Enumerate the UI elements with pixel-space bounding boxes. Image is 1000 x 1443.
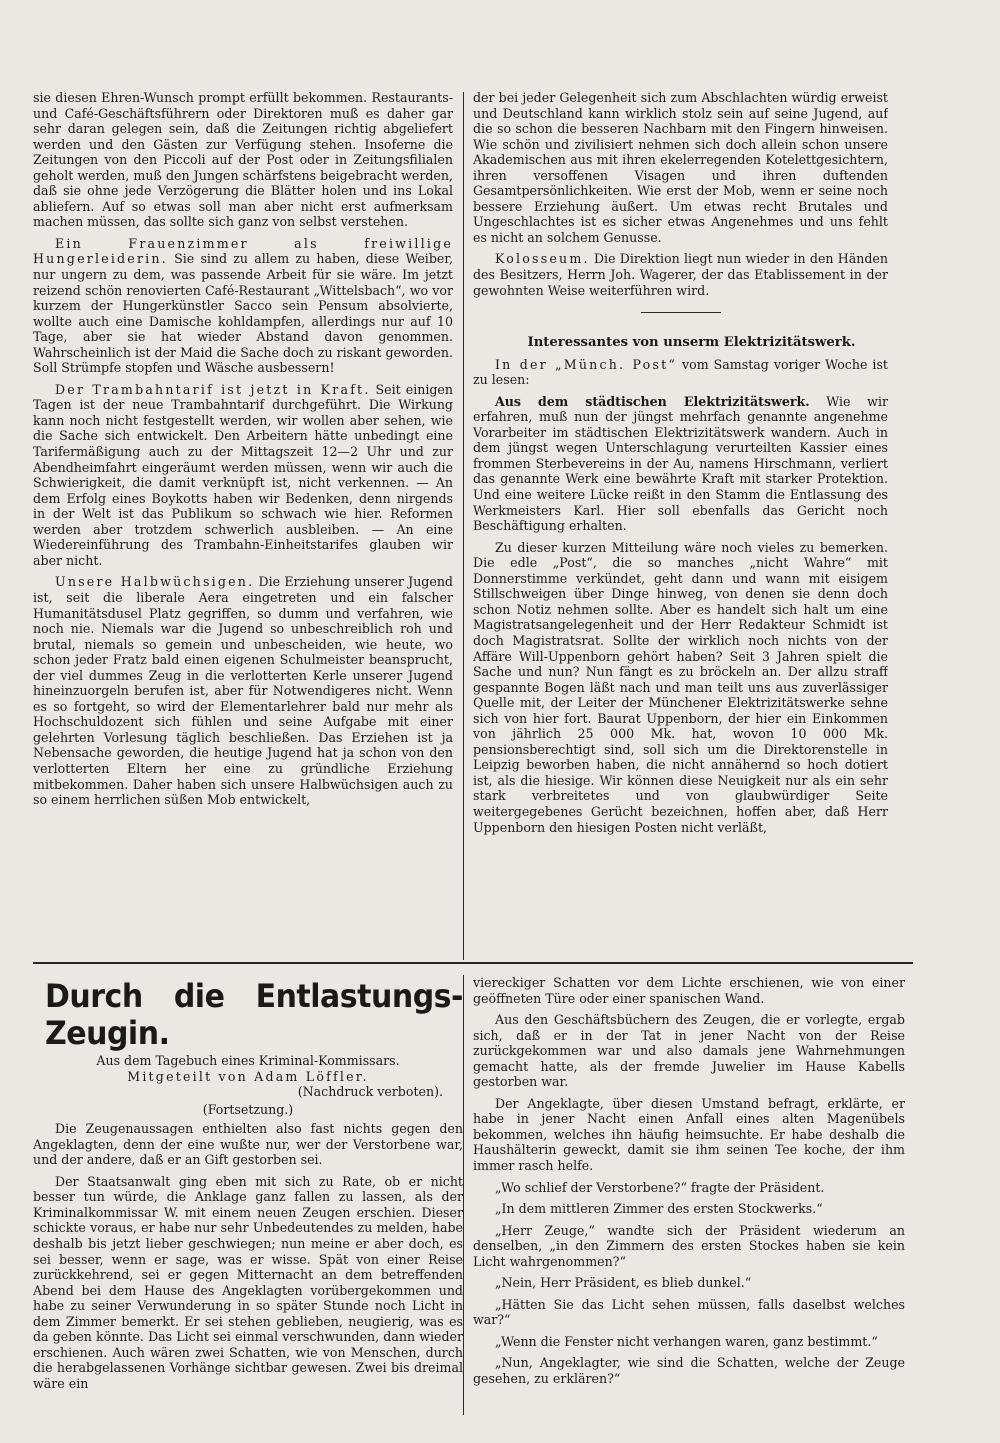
article-body: Wie wir erfahren, muß nun der jüngst mehrfach genannte angenehme Vorarbeiter im städtischen Elektrizitätswerk wandern. Auch in dem jüngst wegen Unterschlagung verurteilten Kassier eines frommen Sterbevereins in der Au, namens Hirschmann, verliert das genannte Werk eine bewährte Kraft mit starker Protektion. Und eine weitere Lücke reißt in den Stamm die Entlassung des Werkmeisters Karl. Hier soll ebenfalls das Gericht noch Beschäftigung erhalten. [473, 393, 888, 534]
story-byline: Mitgeteilt von Adam Löffler. [127, 1068, 369, 1084]
story-dialogue: „Wo schlief der Verstorbene?“ fragte der Präsident. [495, 1179, 825, 1195]
story-reprint-note: (Nachdruck verboten). [297, 1084, 443, 1100]
column-bottom-right [473, 975, 905, 1415]
article-body: vom Samstag voriger Woche ist zu lesen: [473, 356, 888, 388]
story-dialogue: „Nein, Herr Präsident, es blieb dunkel.“ [495, 1275, 752, 1291]
story-paragraph: Der Staatsanwalt ging eben mit sich zu Rate, ob er nicht besser tun würde, die Anklage ganz fallen zu lassen, als der Kriminalkommissar W. mit einem neuen Zeugen erschien. Dieser schickte voraus, er habe nur sehr Unbedeutendes zu melden, habe deshalb bis jetzt lieber geschwiegen; nun meine er aber doch, es sei besser, wenn er sage, was er wisse. Spät von einer Reise zurückkehrend, sei er gegen Mitternacht an dem betreffenden Abend bei dem Hause des Angeklagten vorübergekommen und habe zu seiner Verwunderung in so später Stunde noch Licht in dem Zimmer bemerkt. Er sei stehen geblieben, neugierig, was es da geben könnte. Das Licht sei einmal verschwunden, dann wieder erschienen. Auch wären zwei Schatten, wie von Menschen, durch die herabgelassenen Vorhänge sichtbar gewesen. Zwei bis dreimal wäre ein [33, 1173, 463, 1391]
story-dialogue: „Hätten Sie das Licht sehen müssen, falls daselbst welches war?“ [473, 1296, 905, 1328]
article-lead: Unsere Halbwüchsigen. [55, 574, 255, 590]
article-body: Die Direktion liegt nun wieder in den Händen des Besitzers, Herrn Joh. Wagerer, der das Etablissement in der gewohnten Weise weiterführen wird. [473, 251, 888, 298]
story-dialogue: „Nun, Angeklagter, wie sind die Schatten, welche der Zeuge gesehen, zu erklären?“ [473, 1355, 905, 1387]
article-halbwuechsige [33, 574, 453, 807]
column-bottom-left [33, 975, 463, 1415]
column-top-right [473, 90, 888, 956]
article-kolosseum [473, 251, 888, 298]
article-lead: Aus dem städtischen Elektrizitätswerk. [495, 393, 810, 409]
story-dialogue: „Herr Zeuge,“ wandte sich der Präsident wiederum an denselben, „in den Zimmern des ersten Stockes haben sie kein Licht wahrgenommen?“ [473, 1222, 905, 1269]
story-dialogue: „Wenn die Fenster nicht verhangen waren, ganz bestimmt.“ [495, 1333, 878, 1349]
section-title-elektrizitaetswerk: Interessantes von unserm Elektrizitätswerk. [527, 335, 856, 351]
feuilleton-rule [33, 962, 913, 964]
story-paragraph: Die Zeugenaussagen enthielten also fast nichts gegen den Angeklagten, denn der eine wußte nur, wer der Verstorbene war, und der andere, daß er an Gift gestorben sei. [33, 1121, 463, 1168]
article-continued-jugend: der bei jeder Gelegenheit sich zum Abschlachten würdig erweist und Deutschland kann wirklich stolz sein auf seine Jugend, auf die so schon die besseren Nachbarn mit den Fingern hinweisen. Wie schön und zivilisiert nehmen sich doch allein schon unsere Akademischen aus mit ihren ekelerregenden Kotelettgesichtern, ihren versoffenen Visagen und ihren duftenden Gesamtpersönlichkeiten. Wie erst der Mob, wenn er seine noch bessere Erziehung äußert. Um etwas recht Brutales und Ungeschlachtes ist es sicher etwas Angenehmes und uns fehlt es nicht an solchem Genusse. [473, 90, 888, 245]
article-body: Seit einigen Tagen ist der neue Trambahntarif durchgeführt. Die Wirkung kann noch nicht festgestellt werden, wir wollen aber sehen, wie die Sache sich entwickelt. Den Arbeitern hätte unbedingt eine Tarifermäßigung auch zu der Mittagszeit 12—2 Uhr und zur Abendheimfahrt eingeräumt werden müssen, wenn wir auch die Schwierigkeit, die damit verknüpft ist, nicht verkennen. — An dem Erfolg eines Boykotts haben wir Bedenken, denn nirgends in der Welt ist das Publikum so schwach wie hier. Reformen werden aber trotzdem schwerlich ausbleiben. — An eine Wiedereinführung des Trambahn-Einheitstarifes glauben wir aber nicht. [33, 381, 453, 568]
story-subtitle: Aus dem Tagebuch eines Kriminal-Kommissars. [96, 1053, 400, 1068]
story-paragraph: viereckiger Schatten vor dem Lichte erschienen, wie von einer geöffneten Türe oder einer spanischen Wand. [473, 975, 905, 1006]
column-divider-top [463, 92, 464, 960]
section-separator [641, 312, 721, 313]
column-top-left [33, 90, 453, 956]
article-lead: In der „Münch. Post“ [495, 356, 677, 372]
story-title: Durch die Entlastungs-Zeugin. [45, 977, 463, 1053]
article-trambahntarif [33, 382, 453, 569]
article-continued-restaurants: sie diesen Ehren-Wunsch prompt erfüllt bekommen. Restaurants- und Café-Geschäftsführern oder Direktoren muß es daher gar sehr daran gelegen sein, daß die Zeitungen richtig abgeliefert werden und den Gästen zur Verfügung stehen. Insoferne die Zeitungen von den Piccoli auf der Post oder in Zeitungsfilialen geholt werden, muß den Jungen schärfstens beigebracht werden, daß sie ohne jede Verzögerung die Blätter holen und ins Lokal abliefern. Auf so etwas soll man aber nicht erst aufmerksam machen müssen, das sollte sich ganz von selbst verstehen. [33, 90, 453, 230]
article-hungerleiderin [33, 236, 453, 376]
column-divider-bottom [463, 975, 464, 1415]
article-body: Die Erziehung unserer Jugend ist, seit die liberale Aera eingetreten und ein falscher Humanitätsdusel Platz gegriffen, so dumm und verfahren, wie noch nie. Niemals war die Jugend so unbeschreiblich roh und brutal, niemals so gemein und unbescheiden, wie heute, wo schon jeder Fratz bald einen eigenen Schulmeister beansprucht, der viel dummes Zeug in die verlotterten Kerle unserer Jugend hineinzuorgeln berufen ist, aber für Notwendigeres nicht. Wenn es so fortgeht, so wird der Elementarlehrer bald nur mehr als Hochschuldozent sich fühlen und seine Aufgabe mit einer gelehrten Vorlesung täglich beschließen. Das Erziehen ist ja Nebensache geworden, die heutige Jugend hat ja schon von den verlotterten Eltern her eine zu gründliche Erziehung mitbekommen. Daher haben sich unsere Halbwüchsigen auch zu so einem herrlichen süßen Mob entwickelt, [33, 574, 453, 808]
article-lead: Kolosseum. [495, 251, 590, 267]
article-lead: Der Trambahntarif ist jetzt in Kraft. [55, 381, 371, 397]
article-commentary: Zu dieser kurzen Mitteilung wäre noch vieles zu bemerken. Die edle „Post“, die so manches „nicht Wahre“ mit Donnerstimme verkündet, geht dann und wann mit eisigem Stillschweigen über Dinge hinweg, von denen sie denn doch schon Notiz nehmen sollte. Aber es handelt sich halt um eine Magistratsangelegenheit und der Herr Redakteur Schmidt ist doch Magistratsrat. Sollte der wirklich noch nichts von der Affäre Will-Uppenborn gehört haben? Seit 3 Jahren spielt die Sache und nun? Nun fängt es zu bröckeln an. Der allzu straff gespannte Bogen läßt nach und man teilt uns aus zuverlässiger Quelle mit, der Leiter der Münchener Elektrizitätswerke sehne sich von hier fort. Baurat Uppenborn, der hier ein Einkommen von jährlich 25 000 Mk. hat, wovon 10 000 Mk. pensionsberechtigt sind, soll sich um die Direktorenstelle in Leipzig beworben haben, die nicht annähernd so hoch dotiert ist, als die hiesige. Wir können diese Neuigkeit nur als ein sehr stark verbreitetes und von glaubwürdiger Seite weitergegebenes Gerücht bezeichnen, hoffen aber, daß Herr Uppenborn den hiesigen Posten nicht verläßt, [473, 539, 888, 835]
article-quote [473, 394, 888, 534]
story-paragraph: Der Angeklagte, über diesen Umstand befragt, erklärte, er habe in jener Nacht einen Anfall eines alten Magenübels bekommen, welches ihn häufig heimsuchte. Er habe deshalb die Haushälterin geweckt, damit sie ihm seinen Tee koche, der ihm immer rasch helfe. [473, 1095, 905, 1174]
article-body: Sie sind zu allem zu haben, diese Weiber, nur ungern zu dem, was passende Arbeit für sie wäre. Im jetzt reizend schön renovierten Café-Restaurant „Wittelsbach“, wo vor kurzem der Hungerkünstler Sacco sein Pensum absolvierte, wollte auch eine Damische kohldampfen, allerdings nur auf 10 Tage, aber sie hat wieder Abstand davon genommen. Wahrscheinlich ist der Maid die Sache doch zu riskant geworden. Soll Strümpfe stopfen und Wäsche ausbessern! [33, 251, 453, 376]
article-intro [473, 357, 888, 388]
article-lead: Ein Frauenzimmer als freiwillige Hungerleiderin. [33, 235, 453, 267]
story-continuation-note: (Fortsetzung.) [202, 1101, 294, 1117]
story-dialogue: „In dem mittleren Zimmer des ersten Stockwerks.“ [495, 1201, 823, 1217]
story-paragraph: Aus den Geschäftsbüchern des Zeugen, die er vorlegte, ergab sich, daß er in der Tat in jener Nacht von der Reise zurückgekommen war und also damals jene Wahrnehmungen gemacht hatte, als der fremde Juwelier im Hause Kabells gestorben war. [473, 1012, 905, 1090]
